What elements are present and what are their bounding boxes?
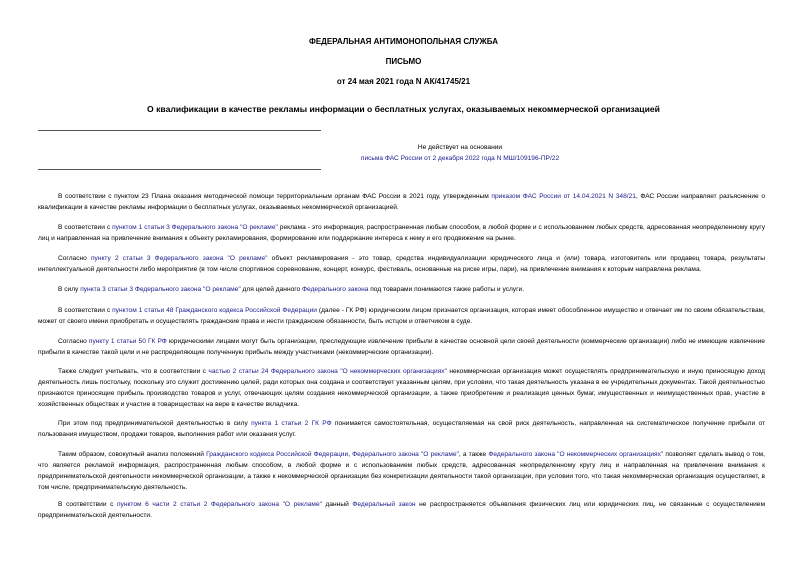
- link-nonprofit-law[interactable]: Федерального закона "О некоммерческих организациях": [488, 451, 664, 458]
- link-advert-law-p1-a3[interactable]: пунктом 1 статьи 3 Федерального закона "О рекламе": [112, 224, 278, 231]
- paragraph-5: В соответствии с пунктом 1 статьи 48 Гражданского кодекса Российской Федерации (далее - ГК РФ) юридическим лицом признается организация, которая имеет обособленное имущество и отвечает им по своим обязательствам, может от своего имени приобретать и осуществлять гражданские права и нести гражданские обязанности, быть истцом и ответчиком в суде.: [38, 307, 766, 325]
- link-civil-code-a48[interactable]: пунктом 1 статьи 48 Гражданского кодекса Российской Федерации: [112, 307, 317, 314]
- paragraph-10: В соответствии с пунктом 6 части 2 статьи 2 Федерального закона "О рекламе" данный Федеральный закон не распространяется объявления физических лиц или юридических лиц, не связанные с осуществлением предпринимательской деятельности.: [38, 501, 765, 519]
- link-advert-law[interactable]: Федерального закона "О рекламе": [352, 451, 459, 458]
- agency-name: ФЕДЕРАЛЬНАЯ АНТИМОНОПОЛЬНАЯ СЛУЖБА: [309, 37, 498, 46]
- notice-link[interactable]: письма ФАС России от 2 декабря 2022 года N МШ/109196-ПР/22: [360, 155, 560, 162]
- document-type: ПИСЬМО: [385, 57, 422, 66]
- notice-text: Не действует на основании: [417, 144, 503, 151]
- document-date-number: от 24 мая 2021 года N АК/41745/21: [336, 77, 471, 86]
- notice-block: [240, 142, 680, 164]
- link-nonprofit-law-a24[interactable]: частью 2 статьи 24 Федерального закона "О некоммерческих организациях": [208, 368, 447, 375]
- link-advert-law-p3-a3[interactable]: пункта 3 статьи 3 Федерального закона "О рекламе": [80, 286, 241, 293]
- link-advert-law-p6-a2[interactable]: пунктом 6 части 2 статьи 2 Федерального закона "О рекламе": [116, 501, 322, 508]
- link-civil-code-a2[interactable]: пункта 1 статьи 2 ГК РФ: [251, 420, 332, 427]
- paragraph-8: При этом под предпринимательской деятельностью в силу пункта 1 статьи 2 ГК РФ понимается самостоятельная, осуществляемая на свой риск деятельность, направленная на систематическое получение прибыли от пользования имуществом, продажи товаров, выполнения работ или оказания услуг.: [38, 420, 765, 438]
- link-civil-code[interactable]: Гражданского кодекса Российской Федерации: [206, 451, 349, 458]
- paragraph-6: Согласно пункту 1 статьи 50 ГК РФ юридическими лицами могут быть организации, преследующие извлечение прибыли в качестве основной цели своей деятельности (коммерческие организации) либо не имеющие извлечение прибыли в качестве такой цели и не распределяющие полученную прибыль между участниками (некоммерческие организации).: [38, 338, 765, 356]
- link-civil-code-a50[interactable]: пункту 1 статьи 50 ГК РФ: [88, 338, 167, 345]
- paragraph-1: В соответствии с пунктом 23 Плана оказания методической помощи территориальным органам ФАС России в 2021 году, утвержденным приказом ФАС России от 14.04.2021 N 348/21, ФАС России направляет разъяснение о квалификации в качестве рекламы информации о бесплатных услугах, оказываемых некоммерческой организацией.: [38, 193, 766, 211]
- link-federal-law[interactable]: Федерального закона: [302, 286, 369, 293]
- paragraph-7: Также следует учитывать, что в соответствии с частью 2 статьи 24 Федерального закона "О некоммерческих организациях" некоммерческая организация может осуществлять предпринимательскую и иную приносящую доход деятельность лишь постольку, поскольку это служит достижению целей, ради которых она создана и соответствует указанным целям, при условии, что такая деятельность указана в ее учредительных документах. Такой деятельностью признаются приносящие прибыль производство товаров и услуг, отвечающих целям создания некоммерческой организации, а также приобретение и реализация ценных бумаг, имущественных и неимущественных прав, участие в хозяйственных обществах и участие в товариществах на вере в качестве вкладчика.: [38, 368, 765, 408]
- paragraph-4: В силу пункта 3 статьи 3 Федерального закона "О рекламе" для целей данного Федерального закона под товарами понимаются также работы и услуги.: [58, 286, 525, 293]
- link-order-fas[interactable]: приказом ФАС России от 14.04.2021 N 348/21: [491, 193, 636, 200]
- link-federal-law-2[interactable]: Федеральный закон: [352, 501, 416, 508]
- divider-top: [38, 130, 321, 131]
- link-advert-law-p2-a3[interactable]: пункту 2 статьи 3 Федерального закона "О рекламе": [90, 255, 268, 262]
- divider-bottom: [38, 169, 321, 170]
- paragraph-3: Согласно пункту 2 статьи 3 Федерального закона "О рекламе" объект рекламирования - это товар, средства индивидуализации юридического лица и (или) товара, изготовитель или продавец товара, результаты интеллектуальной деятельности либо мероприятие (в том числе спортивное соревнование, концерт, конкурс, фестиваль, основанные на риске игры, пари), на привлечение внимания к которым направлена реклама.: [38, 255, 765, 273]
- document-title: О квалификации в качестве рекламы информации о бесплатных услугах, оказываемых некоммерческой организацией: [147, 104, 660, 114]
- paragraph-9: Таким образом, совокупный анализ положений Гражданского кодекса Российской Федерации, Федерального закона "О рекламе", а также Федерального закона "О некоммерческих организациях" позволяет сделать вывод о том, что является рекламой информация, распространенная любым способом, в любой форме и с использованием любых средств, адресованная неопределенному кругу лиц и направленная на привлечение внимания к предпринимательской деятельности некоммерческой организации, а также к некоммерческой организации без конкретизации деятельности такой организации, при условии того, что такая некоммерческая организация осуществляет, в том числе, предпринимательскую деятельность.: [38, 451, 766, 491]
- paragraph-2: В соответствии с пунктом 1 статьи 3 Федерального закона "О рекламе" реклама - это информация, распространенная любым способом, в любой форме и с использованием любых средств, адресованная неопределенному кругу лиц и направленная на привлечение внимания к объекту рекламирования, формирование или поддержание интереса к нему и его продвижение на рынке.: [38, 224, 766, 242]
